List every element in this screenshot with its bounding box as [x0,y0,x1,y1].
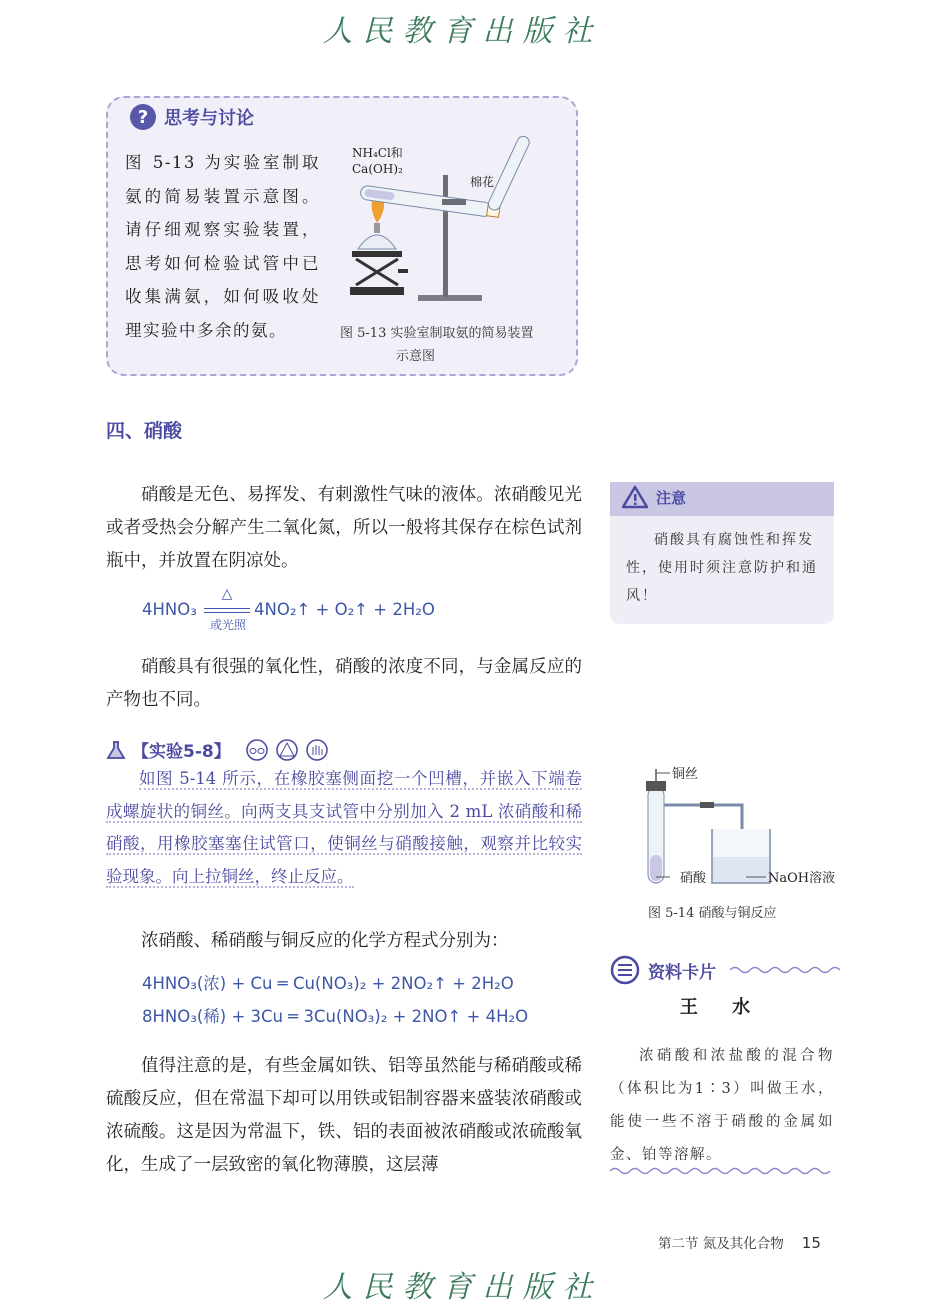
paragraph-3: 浓硝酸、稀硝酸与铜反应的化学方程式分别为： [141,931,509,951]
question-icon: ? [130,104,156,130]
caution-title [622,485,686,509]
flask-icon [106,740,126,760]
paragraph-1: 硝酸是无色、易挥发、有刺激性气味的液体。浓硝酸见光或者受热会分解产生二氧化氮，所以一般将其保存在棕色试剂瓶中，并放置在阴凉处。 [106,485,582,571]
equation-1-left: 4HNO₃ [142,600,197,619]
hand-wash-icon [305,739,329,761]
experiment-title: 【实验5-8】 [132,742,231,762]
acid-label: 硝酸 [680,871,707,886]
figure-5-14-caption: 图 5-14 硝酸与铜反应 [648,906,777,921]
think-discuss-heading: 思考与讨论 [164,108,254,129]
stand-rod [443,175,448,297]
cotton-label: 棉花 [470,175,495,189]
paragraph-4: 值得注意的是，有些金属如铁、铝等虽然能与稀硝酸或稀硫酸反应，但在常温下却可以用铁或铝制容器来盛装浓硝酸或浓硫酸。这是因为常温下，铁、铝的表面被浓硝酸或浓硫酸氧化，生成了一层致密的氧化物薄膜，这层薄 [106,1056,582,1175]
equation-1-below: 或光照 [209,618,246,632]
page-number: 15 [801,1234,821,1252]
data-card-heading [610,955,840,985]
paragraph-2: 硝酸具有很强的氧化性，硝酸的浓度不同，与金属反应的产物也不同。 [106,657,582,710]
caution-text: 硝酸具有腐蚀性和挥发性，使用时须注意防护和通风！ [626,532,818,604]
ammonia-apparatus-figure [338,135,538,307]
warning-icon [622,485,648,509]
lab-jack-base [350,287,404,295]
lamp-wick [374,223,380,233]
publisher-logo-bottom: 人民教育出版社 [322,1270,603,1305]
equation-1-right: 4NO₂↑ + O₂↑ + 2H₂O [254,600,435,619]
goggles-icon [245,739,269,761]
footer-section: 第二节 氮及其化合物 [658,1236,784,1252]
figure-5-13-caption-1: 图 5-13 实验室制取氨的简易装置 [340,326,534,341]
copper-nitric-figure [630,765,840,895]
caution-heading: 注意 [656,488,687,507]
hazard-icon [275,739,299,761]
tube-connector [700,802,714,808]
equation-1-above: △ [221,586,233,602]
card-bottom-wave [610,1166,834,1176]
publisher-logo-top: 人民教育出版社 [322,14,603,49]
naoh-solution [713,857,769,882]
alcohol-lamp [358,235,396,249]
data-card-text: 浓硝酸和浓盐酸的混合物（体积比为1∶3）叫做王水，能使一些不溶于硝酸的金属如金、铂等溶解。 [610,1048,834,1163]
data-card-label: 资料卡片 [648,962,716,983]
lab-jack-top [352,251,402,257]
equation-2: 4HNO₃(浓) + Cu ═ Cu(NO₃)₂ + 2NO₂↑ + 2H₂O [142,974,514,993]
page-footer [658,1232,821,1252]
book-icon [610,955,640,985]
lab-jack-scissor [356,259,398,285]
rubber-stopper [646,781,666,791]
equation-1-arrow [204,608,250,613]
data-card-title: 王 水 [679,997,765,1018]
experiment-text [106,763,582,893]
experiment-heading [106,737,329,762]
section-heading: 四、硝酸 [106,420,183,442]
collection-tube [487,135,532,212]
naoh-label: NaOH溶液 [768,871,836,886]
reagent-label-1: NH₄Cl和 [352,146,403,160]
experiment-body: 如图 5-14 所示，在橡胶塞侧面挖一个凹槽，并嵌入下端卷成螺旋状的铜丝。向两支具支试管中分别加入 2 mL 浓硝酸和稀硝酸，用橡胶塞塞住试管口，使铜丝与硝酸接触，观察并比较实验现象。向上拉铜丝，终止反应。 [106,769,582,886]
reagent-label-2: Ca(OH)₂ [352,162,403,176]
think-discuss-title [130,104,254,130]
stand-base [418,295,482,301]
think-discuss-text: 图 5-13 为实验室制取氨的简易装置示意图。请仔细观察实验装置，思考如何检验试管中已收集满氨，如何吸收处理实验中多余的氨。 [125,153,320,340]
clamp [442,199,466,205]
copper-label: 铜丝 [672,767,699,782]
figure-5-13-caption-2: 示意图 [396,349,436,364]
wave-divider [730,965,840,975]
equation-3: 8HNO₃(稀) + 3Cu ═ 3Cu(NO₃)₂ + 2NO↑ + 4H₂O [142,1007,529,1026]
lab-jack-knob [398,269,408,273]
